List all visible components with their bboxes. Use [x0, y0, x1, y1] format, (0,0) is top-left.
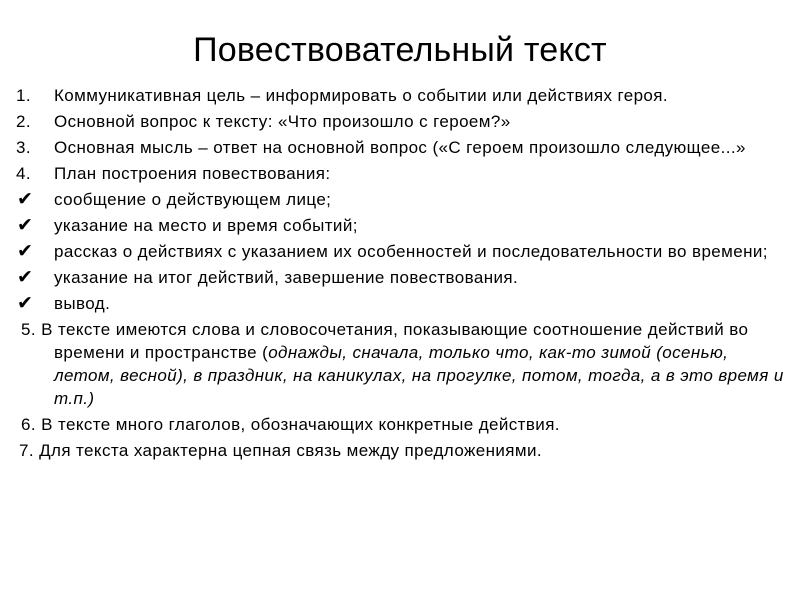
check-item-2 [16, 214, 786, 237]
item-text: Основной вопрос к тексту: «Что произошло с героем?» [54, 112, 511, 131]
checkmark-icon: ✔ [17, 267, 34, 288]
numbered-item-1 [16, 84, 786, 107]
item-text: указание на итог действий, завершение повествования. [54, 268, 519, 287]
numbered-item-3 [16, 136, 786, 159]
page-title: Повествовательный текст [193, 31, 607, 69]
checkmark-icon: ✔ [17, 241, 34, 262]
check-item-4 [16, 266, 786, 289]
item-text: сообщение о действующем лице; [54, 190, 332, 209]
point-5 [16, 318, 786, 410]
point-7: 7. Для текста характерна цепная связь между предложениями. [19, 441, 543, 460]
numbered-item-4 [16, 162, 786, 185]
item-text: Коммуникативная цель – информировать о событии или действиях героя. [54, 86, 669, 105]
numbered-item-2 [16, 110, 786, 133]
check-item-1 [16, 188, 786, 211]
item-text: Основная мысль – ответ на основной вопрос («С героем произошло следующее...» [54, 138, 746, 157]
point-5-examples: однажды, сначала, только что, как-то зимой (осенью, летом, весной), в праздник, на каникулах, на прогулке, потом, тогда, а в это время и т.п.) [54, 343, 784, 408]
item-text: указание на место и время событий; [54, 216, 358, 235]
content-body [16, 84, 786, 465]
item-text: План построения повествования: [54, 164, 331, 183]
item-number: 4. [16, 164, 31, 183]
point-6: 6. В тексте много глаголов, обозначающих конкретные действия. [21, 415, 560, 434]
checkmark-icon: ✔ [17, 189, 34, 210]
item-number: 1. [16, 86, 31, 105]
checkmark-icon: ✔ [17, 293, 34, 314]
point-5-lead: 5. В тексте имеются слова и словосочетания, показывающие соотношение действий во времени и пространстве ( [21, 320, 749, 362]
item-text: рассказ о действиях с указанием их особенностей и последовательности во времени; [54, 242, 768, 261]
item-text: вывод. [54, 294, 111, 313]
item-number: 3. [16, 138, 31, 157]
check-item-5 [16, 292, 786, 315]
item-number: 2. [16, 112, 31, 131]
checkmark-icon: ✔ [17, 215, 34, 236]
check-item-3 [16, 240, 786, 263]
